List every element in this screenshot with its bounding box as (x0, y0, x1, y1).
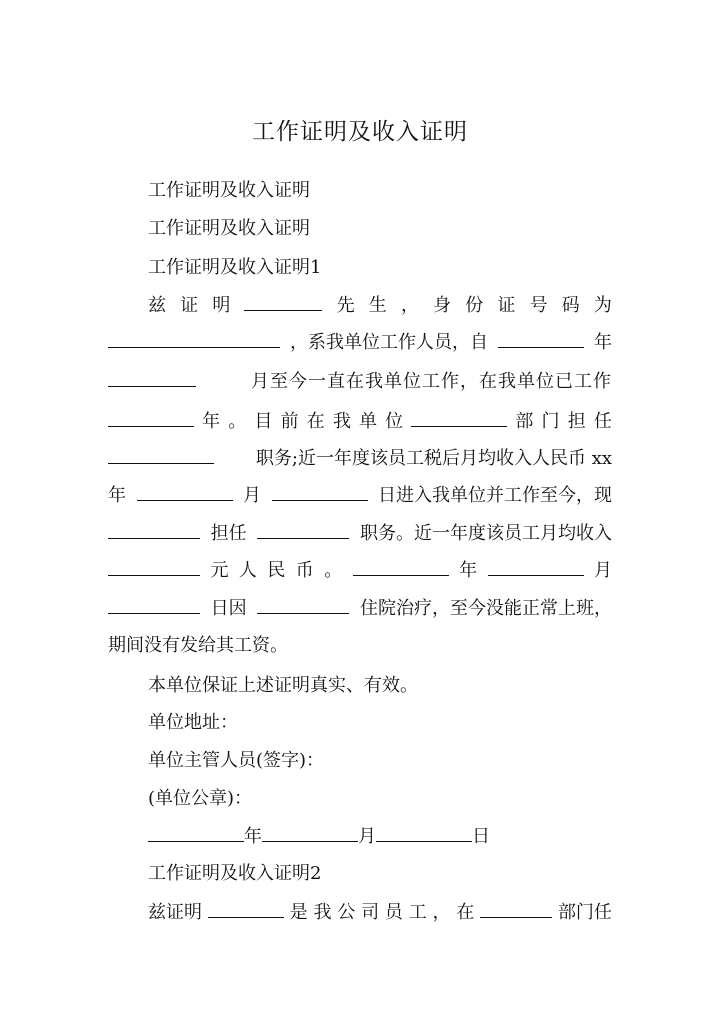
char: 号 (529, 295, 548, 316)
char: 公 (337, 902, 356, 923)
cert1-line-1 (148, 290, 612, 321)
cert1-line-10: 期间没有发给其工资。 (108, 635, 288, 656)
blank-day (108, 593, 200, 614)
text: 日 (472, 826, 490, 847)
text: 月至今一直在我单位工作，在我单位已工作 (251, 371, 612, 392)
blank-id-number (108, 327, 280, 348)
char: 我 (313, 902, 332, 923)
heading-4: 工作证明及收入证明2 (148, 863, 322, 884)
cert1-line-4 (108, 406, 612, 437)
char: 我 (332, 411, 351, 432)
date-line (148, 821, 612, 852)
cert1-line-7 (108, 518, 612, 549)
address-label: 单位地址： (148, 712, 238, 733)
cert1-line-9 (108, 593, 612, 624)
char: 在 (456, 902, 475, 923)
char: 前 (280, 411, 299, 432)
char: 年 (202, 411, 221, 432)
cert1-line-6 (108, 480, 612, 511)
blank-month (488, 555, 584, 576)
blank-position (257, 518, 349, 539)
heading-3: 工作证明及收入证明1 (148, 257, 322, 278)
char: 元 (210, 560, 229, 581)
text: 月 (593, 560, 612, 581)
cert1-line-2 (108, 327, 612, 358)
text: 日因 (210, 598, 247, 619)
blank-month (108, 366, 196, 387)
text: 住院治疗，至今没能正常上班， (359, 598, 612, 619)
heading-1: 工作证明及收入证明 (148, 180, 310, 201)
char: 员 (384, 902, 403, 923)
char: 为 (593, 295, 612, 316)
char: 先 (336, 295, 355, 316)
char: 码 (561, 295, 580, 316)
char: 生 (368, 295, 387, 316)
cert1-line-5 (108, 443, 612, 474)
char: 证 (497, 295, 516, 316)
char: 工 (408, 902, 427, 923)
text: 兹证明 (148, 902, 202, 923)
blank-name (244, 290, 322, 311)
blank-position (108, 443, 214, 464)
char: 兹 (148, 295, 166, 316)
blank-month (262, 821, 358, 842)
blank-current (108, 518, 200, 539)
cert2-line-1 (148, 897, 612, 928)
blank-year (148, 821, 244, 842)
char: 。 (228, 411, 247, 432)
text: 月 (358, 826, 376, 847)
char: 份 (465, 295, 484, 316)
guarantee-text: 本单位保证上述证明真实、有效。 (148, 675, 418, 696)
manager-signature-label: 单位主管人员(签字)： (148, 750, 325, 771)
blank-name (208, 897, 284, 918)
text: 职务;近一年度该员工税后月均收入人民币 xx (255, 448, 612, 469)
text: 年 (594, 332, 612, 353)
char: 币 (295, 560, 314, 581)
char: 门 (541, 411, 560, 432)
text: ，系我单位工作人员，自 (290, 332, 488, 353)
blank-years (108, 406, 194, 427)
char: 部 (515, 411, 534, 432)
text: 年 (108, 485, 126, 506)
char: 在 (306, 411, 325, 432)
blank-income (108, 555, 200, 576)
blank-department (480, 897, 552, 918)
text: 月 (243, 485, 261, 506)
char: 位 (385, 411, 404, 432)
blank-day (272, 480, 368, 501)
cert1-line-3 (108, 366, 612, 397)
char: 民 (267, 560, 286, 581)
char: 是 (289, 902, 308, 923)
blank-year (353, 555, 449, 576)
text: 年 (459, 560, 478, 581)
char: 。 (324, 560, 343, 581)
char: 单 (358, 411, 377, 432)
text: 部门任 (557, 902, 612, 923)
char: ， (400, 295, 419, 316)
char: 明 (212, 295, 231, 316)
cert1-line-8 (108, 555, 612, 586)
char: 身 (433, 295, 452, 316)
char: 担 (567, 411, 586, 432)
char: 任 (593, 411, 612, 432)
blank-department (411, 406, 507, 427)
text: 职务。近一年度该员工月均收入 (359, 523, 612, 544)
char: 证 (180, 295, 199, 316)
char: 人 (238, 560, 257, 581)
seal-label: (单位公章)： (148, 788, 253, 809)
char: 司 (361, 902, 380, 923)
heading-2: 工作证明及收入证明 (148, 218, 310, 239)
blank-day (376, 821, 472, 842)
blank-month (137, 480, 233, 501)
text: 日进入我单位并工作至今，现 (378, 485, 612, 506)
text: 年 (244, 826, 262, 847)
blank-reason (257, 593, 349, 614)
char: 目 (254, 411, 273, 432)
blank-year (498, 327, 584, 348)
char: ， (432, 902, 451, 923)
text: 担任 (210, 523, 247, 544)
document-title: 工作证明及收入证明 (252, 119, 468, 145)
